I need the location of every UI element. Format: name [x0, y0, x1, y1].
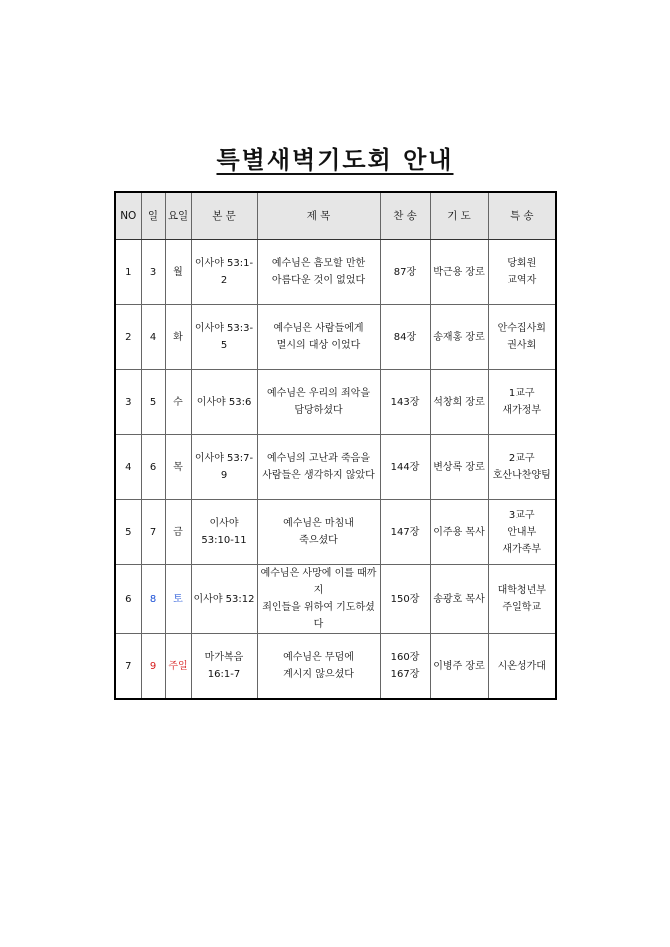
hymn-line: 87장	[393, 266, 417, 278]
title-line: 예수님은 사람들에게	[273, 323, 364, 334]
cell-no: 4	[115, 435, 141, 500]
cell-hymn	[380, 435, 430, 500]
cell-prayer: 송재홍 장로	[430, 305, 488, 370]
cell-title	[257, 500, 380, 565]
cell-passage: 이사야 53:7-9	[191, 435, 257, 500]
cell-day: 7	[141, 500, 165, 565]
cell-prayer: 박근용 장로	[430, 240, 488, 305]
header-weekday: 요일	[165, 192, 191, 240]
special-line: 안내부	[507, 526, 537, 538]
header-prayer: 기 도	[430, 192, 488, 240]
cell-prayer: 송광호 목사	[430, 565, 488, 634]
special-line: 주일학교	[502, 602, 542, 613]
special-line: 권사회	[507, 340, 537, 351]
cell-prayer: 이주용 목사	[430, 500, 488, 565]
cell-passage: 이사야 53:6	[191, 370, 257, 435]
title-line: 담당하셨다	[294, 405, 343, 416]
cell-day-saturday: 8	[141, 565, 165, 634]
cell-weekday-saturday: 토	[165, 565, 191, 634]
cell-special-song	[488, 634, 556, 700]
cell-no: 3	[115, 370, 141, 435]
title-line: 죄인들을 위하여 기도하셨다	[262, 602, 375, 630]
cell-weekday: 수	[165, 370, 191, 435]
cell-special-song	[488, 500, 556, 565]
cell-special-song	[488, 565, 556, 634]
hymn-line: 143장	[390, 396, 420, 408]
cell-day: 4	[141, 305, 165, 370]
cell-title	[257, 240, 380, 305]
cell-prayer: 변상록 장로	[430, 435, 488, 500]
special-line: 1교구	[508, 388, 535, 399]
special-line: 3교구	[508, 509, 535, 521]
cell-weekday: 화	[165, 305, 191, 370]
special-line: 대학청년부	[497, 585, 546, 596]
cell-special-song	[488, 305, 556, 370]
special-line: 새가정부	[502, 405, 542, 416]
cell-no: 5	[115, 500, 141, 565]
hymn-line: 167장	[390, 669, 420, 680]
header-title: 제 목	[257, 192, 380, 240]
title-line: 죽으셨다	[299, 535, 338, 546]
cell-special-song	[488, 370, 556, 435]
table-row	[115, 240, 556, 305]
hymn-line: 147장	[390, 526, 420, 538]
cell-title	[257, 305, 380, 370]
cell-prayer: 석창희 장로	[430, 370, 488, 435]
title-line: 예수님은 마침내	[283, 518, 354, 529]
page-title-text: 특별새벽기도회 안내	[216, 145, 454, 174]
special-line: 시온성가대	[497, 660, 546, 672]
table-row	[115, 370, 556, 435]
table-row	[115, 634, 556, 700]
cell-passage: 이사야 53:10-11	[191, 500, 257, 565]
cell-no: 1	[115, 240, 141, 305]
hymn-line: 144장	[390, 461, 420, 473]
table-row	[115, 435, 556, 500]
cell-title	[257, 565, 380, 634]
title-line: 예수님은 무덤에	[283, 652, 354, 663]
hymn-line: 84장	[393, 331, 417, 343]
cell-hymn	[380, 565, 430, 634]
special-line: 2교구	[508, 453, 535, 464]
cell-passage: 이사야 53:1-2	[191, 240, 257, 305]
cell-passage: 마가복음 16:1-7	[191, 634, 257, 700]
cell-hymn	[380, 634, 430, 700]
special-line: 교역자	[507, 275, 537, 286]
header-no: NO	[115, 192, 141, 240]
cell-title	[257, 370, 380, 435]
cell-day-sunday: 9	[141, 634, 165, 700]
title-line: 예수님은 사망에 이를 때까지	[260, 568, 377, 596]
cell-hymn	[380, 240, 430, 305]
title-line: 사람들은 생각하지 않았다	[262, 470, 375, 481]
title-line: 멸시의 대상 이었다	[276, 340, 361, 351]
cell-hymn	[380, 305, 430, 370]
table-row	[115, 565, 556, 634]
table-row	[115, 305, 556, 370]
cell-day: 3	[141, 240, 165, 305]
header-special-song: 특 송	[488, 192, 556, 240]
header-hymn: 찬 송	[380, 192, 430, 240]
cell-day: 5	[141, 370, 165, 435]
special-line: 새가족부	[502, 543, 542, 555]
header-passage: 본 문	[191, 192, 257, 240]
hymn-line: 150장	[390, 593, 420, 605]
cell-special-song	[488, 240, 556, 305]
table-header-row	[115, 192, 556, 240]
schedule-table	[114, 191, 557, 700]
title-line: 아름다운 것이 없었다	[271, 275, 366, 286]
cell-weekday: 월	[165, 240, 191, 305]
table-row	[115, 500, 556, 565]
page-title	[0, 143, 670, 177]
cell-weekday: 금	[165, 500, 191, 565]
cell-day: 6	[141, 435, 165, 500]
cell-weekday: 목	[165, 435, 191, 500]
special-line: 호산나찬양팀	[492, 470, 551, 481]
cell-title	[257, 435, 380, 500]
title-line: 예수님은 흠모할 만한	[271, 258, 366, 269]
cell-passage: 이사야 53:3-5	[191, 305, 257, 370]
cell-hymn	[380, 500, 430, 565]
cell-prayer: 이병주 장로	[430, 634, 488, 700]
cell-no: 7	[115, 634, 141, 700]
special-line: 당회원	[507, 258, 537, 269]
cell-title	[257, 634, 380, 700]
cell-weekday-sunday: 주일	[165, 634, 191, 700]
special-line: 안수집사회	[497, 323, 546, 334]
title-line: 예수님의 고난과 죽음을	[267, 453, 370, 464]
title-line: 예수님은 우리의 죄악을	[267, 388, 370, 399]
cell-passage: 이사야 53:12	[191, 565, 257, 634]
cell-special-song	[488, 435, 556, 500]
title-line: 계시지 않으셨다	[283, 669, 354, 680]
cell-hymn	[380, 370, 430, 435]
hymn-line: 160장	[390, 652, 420, 663]
cell-no: 2	[115, 305, 141, 370]
header-day: 일	[141, 192, 165, 240]
cell-no: 6	[115, 565, 141, 634]
